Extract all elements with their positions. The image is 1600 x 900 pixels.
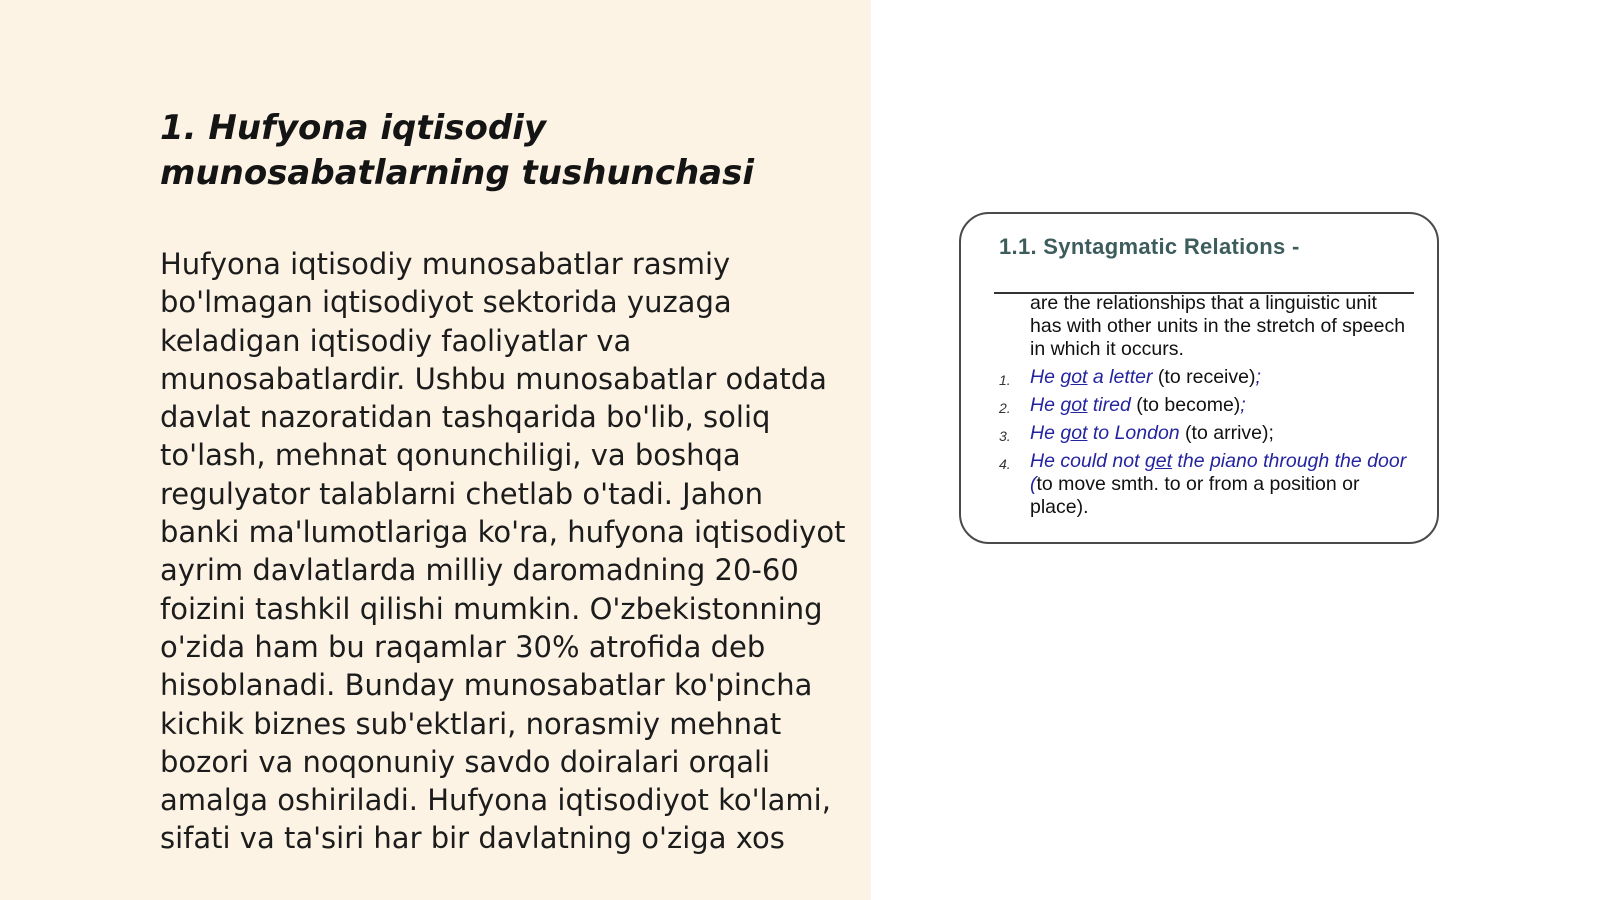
example-punct: ; bbox=[1255, 366, 1261, 388]
example-meaning: (to receive) bbox=[1152, 366, 1256, 388]
card-definition: are the relationships that a linguistic unit has with other units in the stretch of speech in which it occurs. bbox=[1030, 292, 1406, 360]
example-meaning: (to arrive); bbox=[1179, 422, 1274, 444]
example-text: tired bbox=[1087, 394, 1131, 416]
example-number: 1. bbox=[999, 372, 1011, 388]
example-meaning: (to become) bbox=[1130, 394, 1241, 416]
example-text: to London bbox=[1087, 422, 1180, 444]
example-verb: got bbox=[1060, 422, 1088, 444]
example-number: 2. bbox=[999, 400, 1011, 416]
example-punct: ; bbox=[1240, 394, 1246, 416]
example-text: the piano through the door ( bbox=[1030, 450, 1407, 495]
card-title: 1.1. Syntagmatic Relations - bbox=[999, 234, 1300, 259]
example-number: 4. bbox=[999, 456, 1011, 472]
example-item bbox=[999, 422, 1419, 445]
example-text: a letter bbox=[1087, 366, 1153, 388]
example-number: 3. bbox=[999, 428, 1011, 444]
example-text: He bbox=[1030, 366, 1061, 388]
example-verb: get bbox=[1144, 450, 1173, 472]
example-text: He bbox=[1030, 394, 1061, 416]
example-item bbox=[999, 450, 1419, 519]
example-list bbox=[999, 366, 1419, 524]
example-meaning: to move smth. to or from a position or place). bbox=[1030, 473, 1360, 518]
example-text: He could not bbox=[1030, 450, 1145, 472]
syntagmatic-relations-card bbox=[959, 212, 1439, 544]
section-heading: 1. Hufyona iqtisodiy munosabatlarning tushunchasi bbox=[160, 108, 755, 193]
example-item bbox=[999, 366, 1419, 389]
example-item bbox=[999, 394, 1419, 417]
body-paragraph: Hufyona iqtisodiy munosabatlar rasmiy bo'lmagan iqtisodiyot sektorida yuzaga keladigan iqtisodiy faoliyatlar va munosabatlardir. Ushbu munosabatlar odatda davlat nazoratidan tashqarida bo'lib, soliq to'lash, mehnat qonunchiligi, va boshqa regulyator talablarni chetlab o'tadi. Jahon banki ma'lumotlariga ko'ra, hufyona iqtisodiyot ayrim davlatlarda milliy daromadning 20-60 foizini tashkil qilishi mumkin. O'zbekistonning o'zida ham bu raqamlar 30% atrofida deb hisoblanadi. Bunday munosabatlar ko'pincha kichik biznes sub'ektlari, norasmiy mehnat bozori va noqonuniy savdo doiralari orqali amalga oshiriladi. Hufyona iqtisodiyot ko'lami, sifati va ta'siri har bir davlatning o'ziga xos bbox=[160, 247, 846, 856]
example-verb: got bbox=[1060, 394, 1088, 416]
example-text: He bbox=[1030, 422, 1061, 444]
example-verb: got bbox=[1060, 366, 1088, 388]
